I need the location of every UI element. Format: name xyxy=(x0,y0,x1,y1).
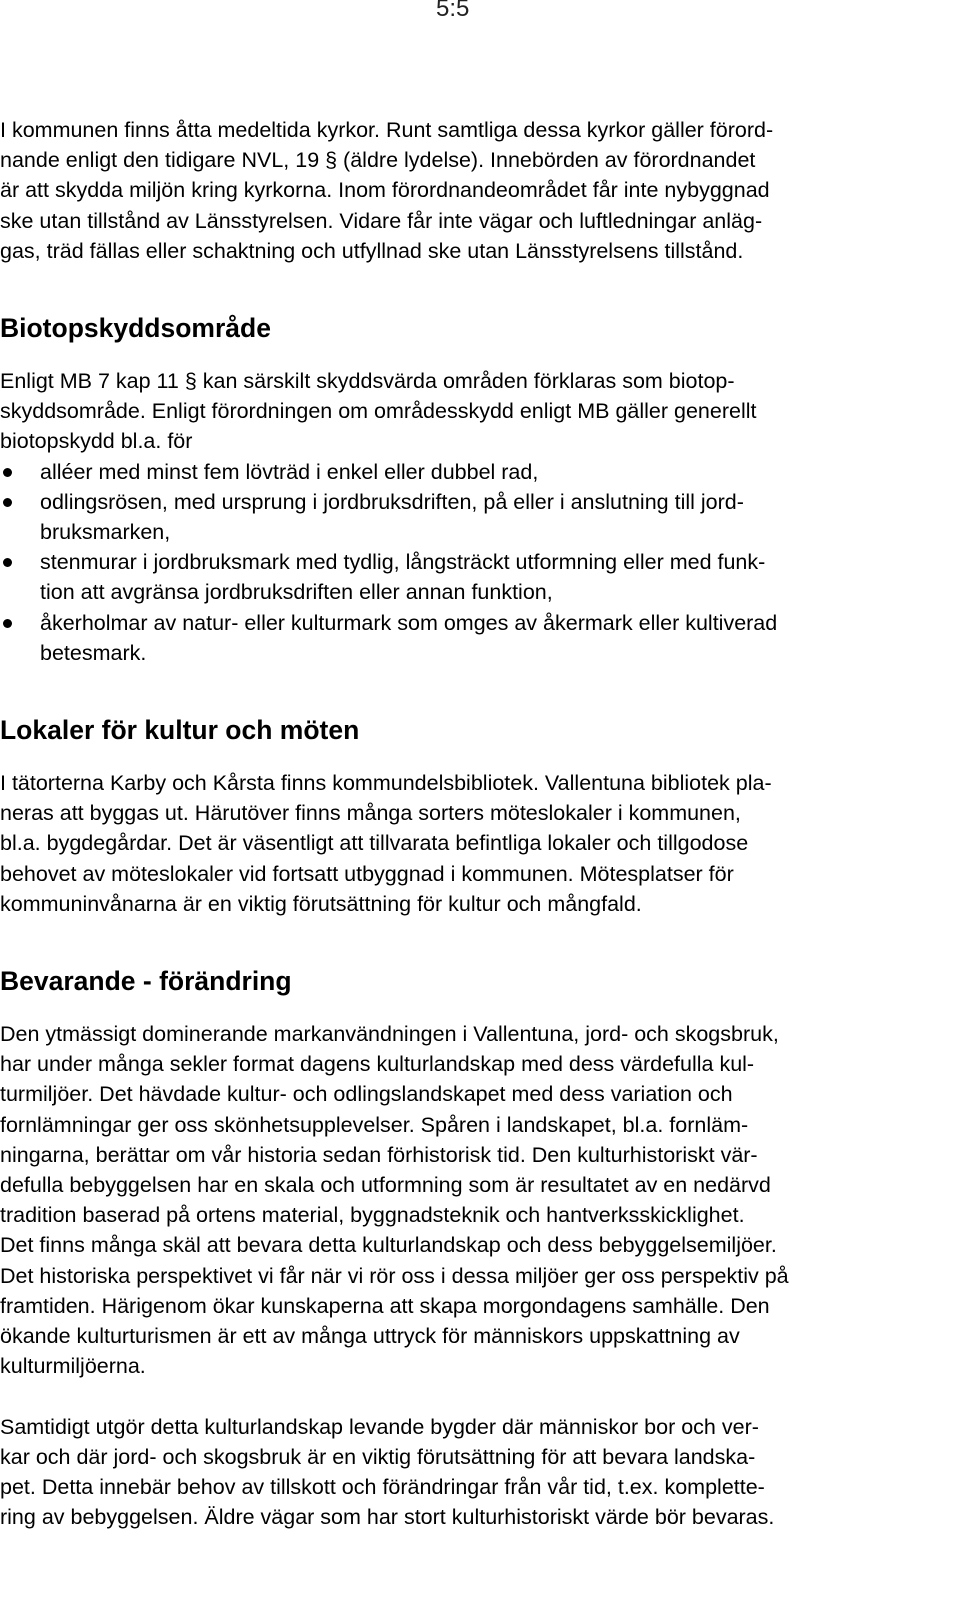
list-item xyxy=(0,547,935,607)
text-line: har under många sekler format dagens kulturlandskap med dess värdefulla kul- xyxy=(0,1052,755,1077)
page-number: 5:5 xyxy=(436,0,470,22)
document-body xyxy=(0,115,935,1532)
text-line: Samtidigt utgör detta kulturlandskap levande bygder där människor bor och ver- xyxy=(0,1414,759,1439)
text-line: defulla bebyggelsen har en skala och utformning som är resultatet av en nedärvd xyxy=(0,1173,771,1198)
text-line: är att skydda miljön kring kyrkorna. Inom förordnandeområdet får inte nybyggnad xyxy=(0,178,770,203)
list-item xyxy=(0,608,935,668)
text-line: kulturmiljöerna. xyxy=(0,1354,146,1379)
text-line: I tätorterna Karby och Kårsta finns kommundelsbibliotek. Vallentuna bibliotek pla- xyxy=(0,771,772,796)
text-line: gas, träd fällas eller schaktning och utfyllnad ske utan Länsstyrelsens tillstånd. xyxy=(0,238,744,263)
bevarande-paragraph-1 xyxy=(0,1019,935,1381)
section-heading-biotop: Biotopskyddsområde xyxy=(0,313,271,344)
list-item xyxy=(0,487,935,547)
text-line: pet. Detta innebär behov av tillskott och förändringar från vår tid, t.ex. komplette- xyxy=(0,1474,765,1499)
bevarande-paragraph-2 xyxy=(0,1412,935,1533)
text-line: bruksmarken, xyxy=(40,520,171,545)
text-line: framtiden. Härigenom ökar kunskaperna att skapa morgondagens samhälle. Den xyxy=(0,1293,770,1318)
text-line: Det historiska perspektivet vi får när vi rör oss i dessa miljöer ger oss perspektiv på xyxy=(0,1263,789,1288)
text-line: stenmurar i jordbruksmark med tydlig, långsträckt utformning eller med funk- xyxy=(40,550,766,575)
text-line: åkerholmar av natur- eller kulturmark som omges av åkermark eller kultiverad xyxy=(40,610,778,635)
lokaler-paragraph xyxy=(0,768,935,919)
text-line: biotopskydd bl.a. för xyxy=(0,429,193,454)
biotop-bullet-list xyxy=(0,457,935,668)
section-heading-bevarande: Bevarande - förändring xyxy=(0,966,292,997)
text-line: Den ytmässigt dominerande markanvändningen i Vallentuna, jord- och skogsbruk, xyxy=(0,1022,779,1047)
section-heading-lokaler: Lokaler för kultur och möten xyxy=(0,715,360,746)
text-line: Det finns många skäl att bevara detta kulturlandskap och dess bebyggelsemiljöer. xyxy=(0,1233,777,1258)
text-line: ningarna, berättar om vår historia sedan förhistorisk tid. Den kulturhistoriskt vär- xyxy=(0,1142,758,1167)
text-line: neras att byggas ut. Härutöver finns många sorters möteslokaler i kommunen, xyxy=(0,801,741,826)
text-line: tion att avgränsa jordbruksdriften eller annan funktion, xyxy=(40,580,553,605)
text-line: fornlämningar ger oss skönhetsupplevelser. Spåren i landskapet, bl.a. fornläm- xyxy=(0,1112,749,1137)
text-line: turmiljöer. Det hävdade kultur- och odlingslandskapet med dess variation och xyxy=(0,1082,733,1107)
text-line: skyddsområde. Enligt förordningen om områdesskydd enligt MB gäller generellt xyxy=(0,399,757,424)
bullet-icon xyxy=(3,619,12,628)
text-line: ökande kulturturismen är ett av många uttryck för människors uppskattning av xyxy=(0,1324,740,1349)
bullet-icon xyxy=(3,498,12,507)
text-line: nande enligt den tidigare NVL, 19 § (äldre lydelse). Innebörden av förordnandet xyxy=(0,148,756,173)
text-line: odlingsrösen, med ursprung i jordbruksdriften, på eller i anslutning till jord- xyxy=(40,489,744,514)
text-line: kommuninvånarna är en viktig förutsättning för kultur och mångfald. xyxy=(0,891,642,916)
biotop-paragraph xyxy=(0,366,935,457)
list-item xyxy=(0,457,935,487)
text-line: ske utan tillstånd av Länsstyrelsen. Vidare får inte vägar och luftledningar anläg- xyxy=(0,208,763,233)
text-line: ring av bebyggelsen. Äldre vägar som har stort kulturhistoriskt värde bör bevaras. xyxy=(0,1505,775,1530)
text-line: Enligt MB 7 kap 11 § kan särskilt skyddsvärda områden förklaras som biotop- xyxy=(0,369,735,394)
intro-paragraph xyxy=(0,115,935,266)
text-line: tradition baserad på ortens material, byggnadsteknik och hantverksskicklighet. xyxy=(0,1203,745,1228)
bullet-icon xyxy=(3,558,12,567)
text-line: alléer med minst fem lövträd i enkel eller dubbel rad, xyxy=(40,459,539,484)
text-line: I kommunen finns åtta medeltida kyrkor. Runt samtliga dessa kyrkor gäller förord- xyxy=(0,118,774,142)
bullet-icon xyxy=(3,468,12,477)
text-line: kar och där jord- och skogsbruk är en viktig förutsättning för att bevara landska- xyxy=(0,1444,756,1469)
text-line: bl.a. bygdegårdar. Det är väsentligt att tillvarata befintliga lokaler och tillgodose xyxy=(0,831,749,856)
text-line: betesmark. xyxy=(40,640,147,665)
text-line: behovet av möteslokaler vid fortsatt utbyggnad i kommunen. Mötesplatser för xyxy=(0,861,734,886)
